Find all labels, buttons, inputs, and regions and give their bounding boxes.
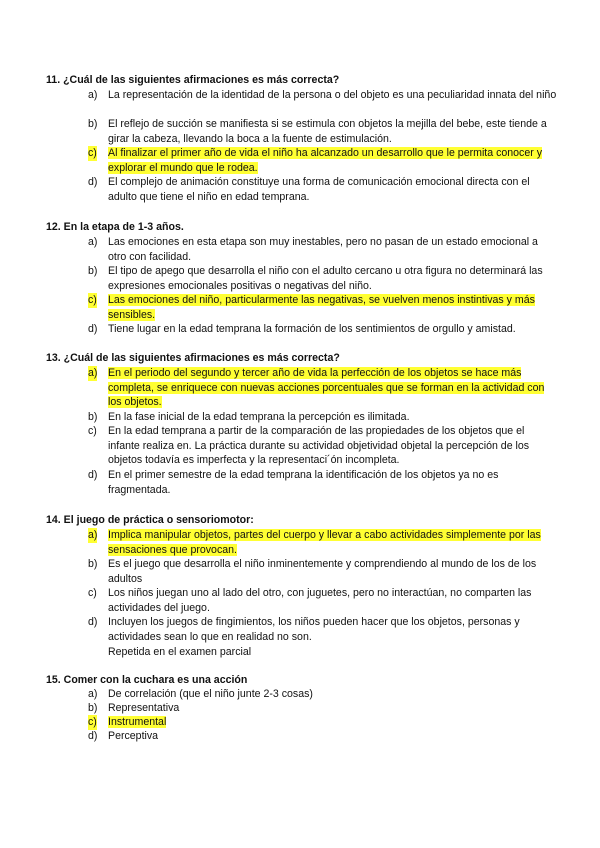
q12-option-a	[88, 235, 558, 264]
q14-option-a-highlighted	[88, 528, 558, 557]
q15-option-c-highlighted	[88, 715, 558, 730]
option-text: El reflejo de succión se manifiesta si se estimula con objetos la mejilla del bebe, este tiende a girar la cabeza, llevando la boca a la fuente de estimulación.	[108, 118, 547, 145]
q14-option-b	[88, 557, 558, 586]
question-14-title: 14. El juego de práctica o sensoriomotor:	[46, 514, 254, 526]
option-text: Es el juego que desarrolla el niño inminentemente y comprendiendo al mundo de los de los adultos	[108, 558, 537, 585]
option-letter: c)	[88, 294, 97, 306]
option-text: Perceptiva	[108, 730, 159, 742]
option-text: Las emociones del niño, particularmente las negativas, se vuelven menos instintivas y más sensibles.	[108, 294, 535, 321]
q11-option-b	[88, 117, 558, 146]
option-letter: a)	[88, 89, 98, 101]
q11-option-c-highlighted	[88, 146, 558, 175]
q14-option-d	[88, 615, 558, 644]
option-letter: c)	[88, 587, 97, 599]
q15-option-b	[88, 701, 558, 716]
option-text: Instrumental	[108, 716, 167, 728]
option-text: La representación de la identidad de la persona o del objeto es una peculiaridad innata del niño	[108, 89, 557, 101]
question-11-title: 11. ¿Cuál de las siguientes afirmaciones es más correcta?	[46, 74, 340, 86]
option-text: Los niños juegan uno al lado del otro, con juguetes, pero no interactúan, no comparten las actividades del juego.	[108, 587, 532, 614]
option-letter: b)	[88, 558, 98, 570]
option-letter: c)	[88, 147, 97, 159]
q15-option-d	[88, 729, 558, 744]
option-letter: b)	[88, 265, 98, 277]
option-letter: d)	[88, 469, 98, 481]
option-text: Al finalizar el primer año de vida el niño ha alcanzado un desarrollo que le permita conocer y explorar el mundo que le rodea.	[108, 147, 543, 174]
option-letter: c)	[88, 425, 97, 437]
q11-option-d	[88, 175, 558, 204]
option-letter: b)	[88, 702, 98, 714]
q11-option-a	[88, 88, 558, 103]
option-letter: d)	[88, 616, 98, 628]
option-text: Tiene lugar en la edad temprana la formación de los sentimientos de orgullo y amistad.	[108, 323, 516, 335]
q13-option-a-highlighted	[88, 366, 558, 410]
option-letter: b)	[88, 411, 98, 423]
q12-option-d	[88, 322, 558, 337]
option-letter: c)	[88, 716, 97, 728]
q12-option-b	[88, 264, 558, 293]
q13-option-b	[88, 410, 558, 425]
option-letter: d)	[88, 323, 98, 335]
option-text: Las emociones en esta etapa son muy inestables, pero no pasan de un estado emocional a otro con facilidad.	[108, 236, 538, 263]
option-letter: d)	[88, 176, 98, 188]
q15-option-a	[88, 687, 558, 702]
option-text: En el primer semestre de la edad temprana la identificación de los objetos ya no es fragmentada.	[108, 469, 499, 496]
option-letter: a)	[88, 529, 98, 541]
option-letter: a)	[88, 367, 98, 379]
question-12-title: 12. En la etapa de 1-3 años.	[46, 221, 184, 233]
option-text: En la edad temprana a partir de la comparación de las propiedades de los objetos que el infante realiza en. La práctica durante su actividad objetividad objetal la percepción de los objetos todavía es imperfecta y la representaci´ón incompleta.	[108, 425, 530, 467]
option-letter: b)	[88, 118, 98, 130]
q13-option-d	[88, 468, 558, 497]
q13-option-c	[88, 424, 558, 468]
option-text: En la fase inicial de la edad temprana la percepción es ilimitada.	[108, 411, 410, 423]
option-letter: a)	[88, 688, 98, 700]
option-text: En el periodo del segundo y tercer año de vida la perfección de los objetos se hace más completa, se enriquece con nuevas acciones porcentuales que se forman en la actividad con los objetos.	[108, 367, 545, 409]
q12-option-c-highlighted	[88, 293, 558, 322]
option-text: Implica manipular objetos, partes del cuerpo y llevar a cabo actividades simplemente por las sensaciones que provocan.	[108, 529, 541, 556]
option-text: El tipo de apego que desarrolla el niño con el adulto cercano u otra figura no determinará las expresiones emocionales positivas o negativas del niño.	[108, 265, 543, 292]
q14-note: Repetida en el examen parcial	[108, 646, 252, 658]
option-text: Representativa	[108, 702, 180, 714]
option-text: El complejo de animación constituye una forma de comunicación emocional directa con el adulto que tiene el niño en edad temprana.	[108, 176, 530, 203]
option-letter: a)	[88, 236, 98, 248]
question-13-title: 13. ¿Cuál de las siguientes afirmaciones es más correcta?	[46, 352, 340, 364]
option-text: De correlación (que el niño junte 2-3 cosas)	[108, 688, 313, 700]
question-15-title: 15. Comer con la cuchara es una acción	[46, 674, 248, 686]
option-text: Incluyen los juegos de fingimientos, los niños pueden hacer que los objetos, personas y actividades sean lo que en realidad no son.	[108, 616, 520, 643]
option-letter: d)	[88, 730, 98, 742]
q14-option-c	[88, 586, 558, 615]
